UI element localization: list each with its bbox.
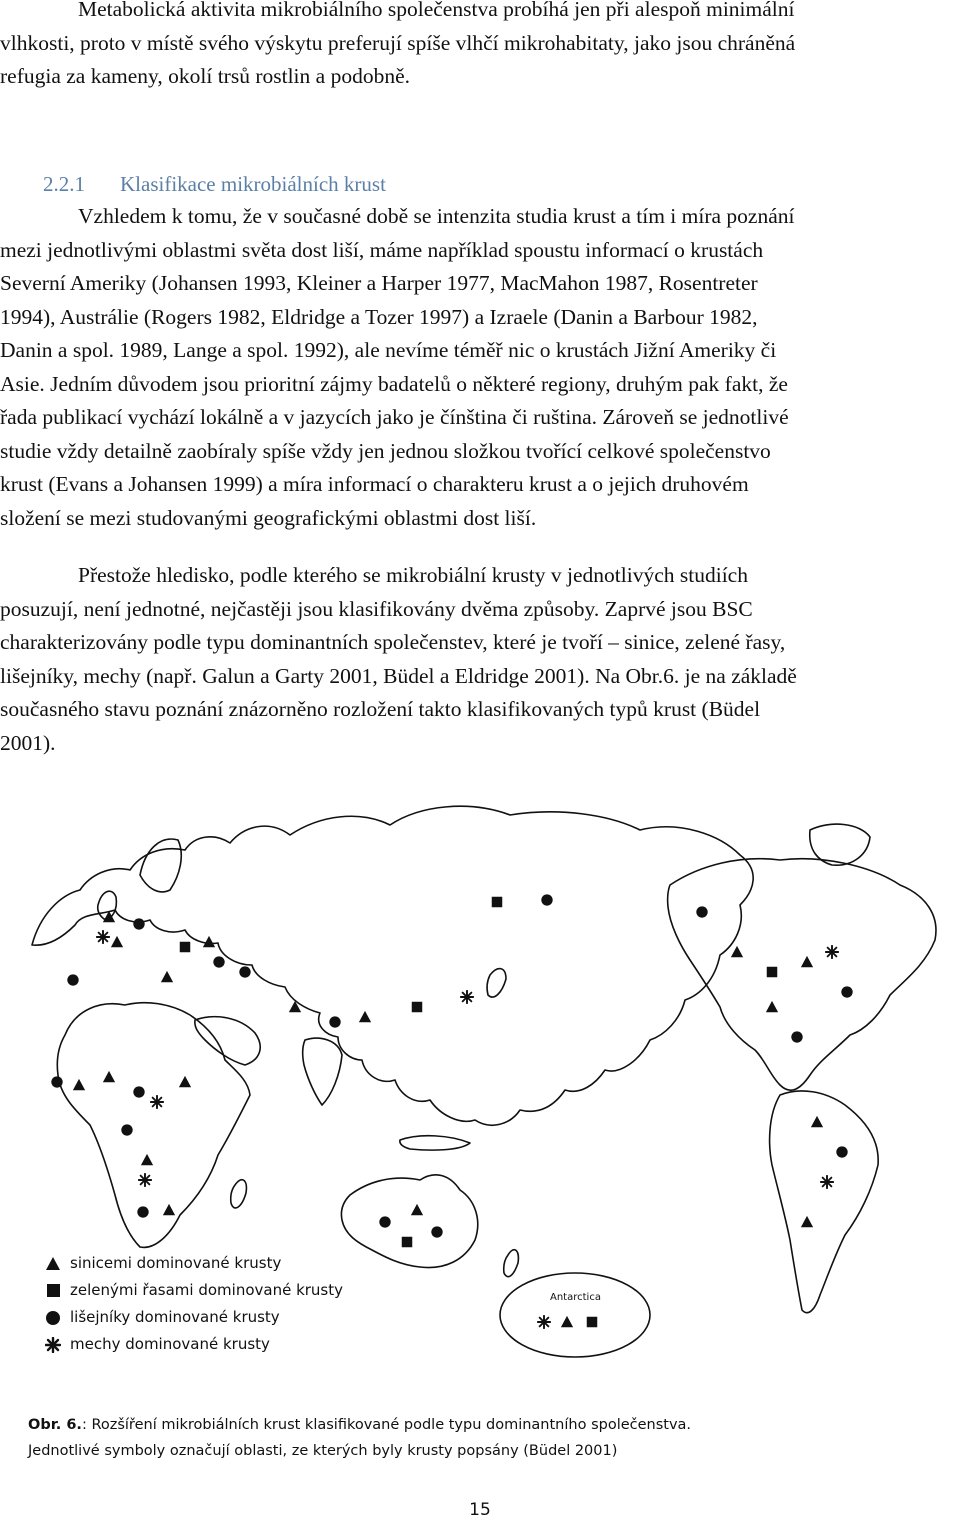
triangle-marker [359,1011,371,1022]
madagascar-outline [231,1180,247,1208]
triangle-marker [561,1316,573,1327]
text-line: řada publikací vychází lokálně a v jazycích jako je čínština či ruština. Zároveň se jednotlivé [0,405,789,429]
square-marker [492,897,503,908]
antarctica-outline [500,1273,650,1357]
figure-caption [28,1412,938,1464]
text-line: Vzhledem k tomu, že v současné době se intenzita studia krust a tím i míra poznání [78,204,795,228]
north-america-outline [668,859,936,1090]
legend-item-mosses [36,1331,386,1358]
section-title: Klasifikace mikrobiálních krust [120,172,386,196]
triangle-icon [36,1257,70,1270]
circle-marker [696,906,707,917]
asterisk-marker [139,1174,151,1186]
square-marker [412,1002,423,1013]
legend-label: mechy dominované krusty [70,1335,270,1353]
body-paragraph-1 [0,200,960,535]
circle-marker [791,1031,802,1042]
caption-text: : Rozšíření mikrobiálních krust klasifikované podle typu dominantního společenstva. [81,1417,692,1433]
square-marker [180,942,191,953]
japan-outline [487,969,506,997]
text-line: Severní Ameriky (Johansen 1993, Kleiner a Harper 1977, MacMahon 1987, Rosentreter [0,271,758,295]
section-heading [43,172,386,197]
caption-label: Obr. 6. [28,1417,82,1433]
circle-marker [133,1086,144,1097]
text-line: Danin a spol. 1989, Lange a spol. 1992), ale nevíme téměř nic o krustách Jižní Ameriky či [0,338,777,362]
map-legend [36,1250,386,1358]
asterisk-marker [461,991,473,1003]
legend-label: sinicemi dominované krusty [70,1254,282,1272]
eurasia-outline [32,806,753,1125]
text-line: 2001). [0,730,56,755]
triangle-marker [289,1001,301,1012]
legend-item-cyanobacteria [36,1250,386,1277]
triangle-marker [161,971,173,982]
intro-paragraph [0,0,960,94]
triangle-marker [801,1216,813,1227]
triangle-marker [411,1204,423,1215]
circle-marker [329,1016,340,1027]
text-line: studie vždy detailně zaobíraly spíše vždy jen jednou složkou tvořící celkové společenstvo [0,438,771,463]
asterisk-marker [826,946,838,958]
africa-outline [57,1003,250,1248]
page-number: 15 [469,1500,491,1520]
south-america-outline [770,1091,879,1313]
legend-label: zelenými řasami dominované krusty [70,1281,344,1299]
circle-marker [239,966,250,977]
circle-marker [431,1226,442,1237]
arabia-outline [195,1017,260,1065]
circle-marker [51,1076,62,1087]
triangle-marker [203,936,215,947]
legend-label: lišejníky dominované krusty [70,1308,280,1326]
text-line: posuzují, není jednotné, nejčastěji jsou klasifikovány dvěma způsoby. Zaprvé jsou BSC [0,596,753,621]
circle-marker [213,956,224,967]
circle-marker [836,1146,847,1157]
square-marker [767,967,778,978]
text-line: mezi jednotlivými oblastmi světa dost liší, máme například spoustu informací o krustách [0,237,764,262]
triangle-marker [103,1071,115,1082]
text-line: lišejníky, mechy (např. Galun a Garty 2001, Büdel a Eldridge 2001). Na Obr.6. je na základě [0,663,797,688]
triangle-marker [163,1204,175,1215]
text-line: současného stavu poznání znázorněno rozložení takto klasifikovaných typů krust (Büdel [0,697,761,721]
circle-marker [121,1124,132,1135]
asterisk-marker [821,1176,833,1188]
section-number: 2.2.1 [43,172,85,196]
asterisk-marker [151,1096,163,1108]
text-line: refugia za kameny, okolí trsů rostlin a podobně. [0,64,410,88]
indonesia-outline [400,1136,470,1150]
triangle-marker [111,936,123,947]
triangle-marker [766,1001,778,1012]
text-line: Přestože hledisko, podle kterého se mikrobiální krusty v jednotlivých studiích [78,563,748,587]
asterisk-icon [36,1337,70,1353]
scandinavia-outline [140,839,181,892]
body-paragraph-2 [0,559,960,760]
square-icon [36,1284,70,1297]
caption-line-2: Jednotlivé symboly označují oblasti, ze kterých byly krusty popsány (Büdel 2001) [28,1443,618,1459]
asterisk-marker [97,931,109,943]
text-line: Asie. Jedním důvodem jsou prioritní zájmy badatelů o některé regiony, druhým pak fakt, že [0,371,788,396]
text-line: Metabolická aktivita mikrobiálního společenstva probíhá jen při alespoň minimální [78,0,795,21]
text-line: krust (Evans a Johansen 1999) a míra informací o charakteru krust a o jejich druhovém [0,472,749,496]
triangle-marker [179,1076,191,1087]
circle-marker [133,918,144,929]
caption-line-1 [28,1412,938,1438]
triangle-marker [731,946,743,957]
circle-marker [137,1206,148,1217]
legend-item-green-algae [36,1277,386,1304]
circle-icon [36,1311,70,1325]
legend-item-lichens [36,1304,386,1331]
square-marker [587,1317,598,1328]
text-line: 1994), Austrálie (Rogers 1982, Eldridge a Tozer 1997) a Izraele (Danin a Barbour 1982, [0,304,758,329]
circle-marker [841,986,852,997]
asterisk-marker [538,1316,550,1328]
text-line: charakterizovány podle typu dominantních společenstev, které je tvoří – sinice, zelené řasy, [0,630,786,654]
circle-marker [67,974,78,985]
circle-marker [379,1216,390,1227]
new-zealand-outline [504,1250,519,1277]
triangle-marker [141,1154,153,1165]
triangle-marker [801,956,813,967]
triangle-marker [73,1079,85,1090]
text-line: vlhkosti, proto v místě svého výskytu preferují spíše vlhčí mikrohabitaty, jako jsou chráněná [0,30,796,55]
antarctica-label: Antarctica [550,1292,601,1303]
circle-marker [541,894,552,905]
triangle-marker [811,1116,823,1127]
india-outline [303,1038,342,1105]
text-line: složení se mezi studovanými geografickými oblastmi dost liší. [0,505,537,530]
square-marker [402,1237,413,1248]
